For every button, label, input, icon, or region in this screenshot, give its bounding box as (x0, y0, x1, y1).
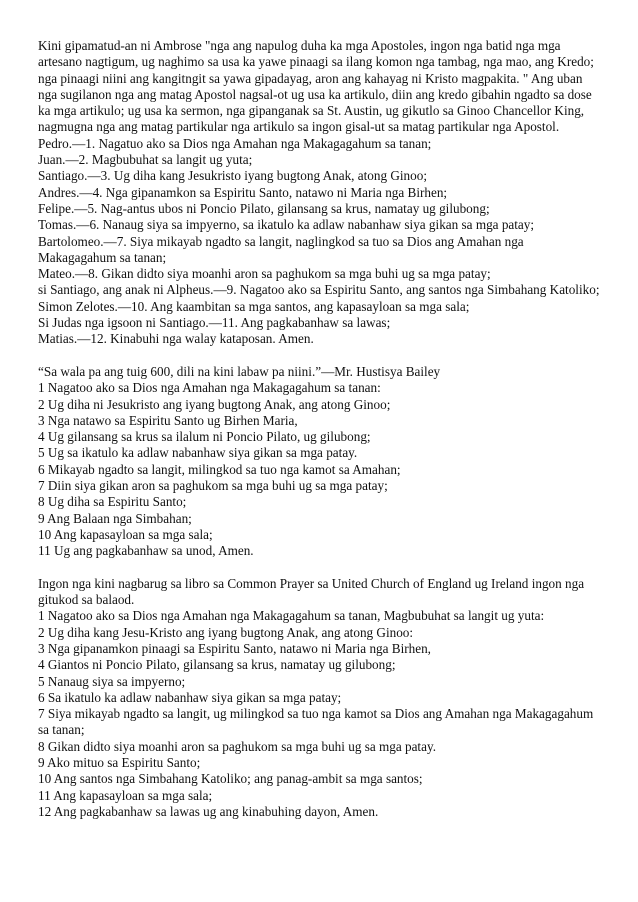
creed-article: 5 Nanaug siya sa impyerno; (38, 673, 186, 689)
apostle-line-judas: Si Judas nga igsoon ni Santiago.—11. Ang pagkabanhaw sa lawas; (38, 315, 391, 331)
apostle-line-santiago-alpheus: si Santiago, ang anak ni Alpheus.—9. Nagatoo ako sa Espiritu Santo, ang santos nga Simbahang Katoliko; (38, 282, 600, 298)
apostle-line-pedro: Pedro.—1. Nagatuo ako sa Dios nga Amahan nga Makagagahum sa tanan; (38, 135, 432, 151)
creed-article: 8 Ug diha sa Espiritu Santo; (38, 494, 187, 510)
apostle-line-bartolomeo: Bartolomeo.—7. Siya mikayab ngadto sa langit, naglingkod sa tuo sa Dios ang Amahan nga Makagagahum sa tanan; (38, 233, 524, 265)
common-prayer-section (38, 576, 604, 820)
creed-article: 9 Ako mituo sa Espiritu Santo; (38, 755, 201, 771)
document-page (38, 38, 604, 820)
apostle-line-simon: Simon Zelotes.—10. Ang kaambitan sa mga santos, ang kapasayloan sa mga sala; (38, 298, 470, 314)
creed-article: 11 Ang kapasayloan sa mga sala; (38, 787, 213, 803)
intro-paragraph: Kini gipamatud-an ni Ambrose "nga ang napulog duha ka mga Apostoles, ingon nga batid nga mga artesano nagtigum, ug naghimo sa usa ka yawe pinaagi sa ilang komon nga tambag, nga mao, ang Kredo; nga pinaagi niini ang kangitngit sa yawa gipadayag, aron ang kahayag ni Kristo magpakita. " Ang uban nga sugilanon nga ang matag Apostol nagsal-ot ug usa ka artikulo, diin ang kredo gibahin ngadto sa dose ka mga artikulo; ug usa ka sermon, nga gipanganak sa St. Austin, ug gikutlo sa Ginoo Chancellor King, nagmugna nga ang matag partikular nga artikulo sa ingon gisal-ut sa matag partikular nga Apostol. (38, 38, 594, 135)
creed-article: 4 Giantos ni Poncio Pilato, gilansang sa krus, namatay ug gilubong; (38, 657, 396, 673)
creed-article: 3 Nga natawo sa Espiritu Santo ug Birhen Maria, (38, 412, 298, 428)
creed-article: 10 Ang kapasayloan sa mga sala; (38, 526, 213, 542)
apostle-line-tomas: Tomas.—6. Nanaug siya sa impyerno, sa ikatulo ka adlaw nabanhaw siya gikan sa mga patay; (38, 217, 535, 233)
apostle-line-mateo: Mateo.—8. Gikan didto siya moanhi aron sa paghukom sa mga buhi ug sa mga patay; (38, 266, 491, 282)
apostle-line-santiago: Santiago.—3. Ug diha kang Jesukristo iyang bugtong Anak, atong Ginoo; (38, 168, 427, 184)
creed-article: 6 Mikayab ngadto sa langit, milingkod sa tuo nga kamot sa Amahan; (38, 461, 401, 477)
apostle-line-juan: Juan.—2. Magbubuhat sa langit ug yuta; (38, 152, 253, 168)
creed-article: 7 Siya mikayab ngadto sa langit, ug milingkod sa tuo nga kamot sa Dios ang Amahan nga Makagagahum sa tanan; (38, 706, 594, 738)
creed-article: 4 Ug gilansang sa krus sa ilalum ni Poncio Pilato, ug gilubong; (38, 429, 371, 445)
bailey-quote: “Sa wala pa ang tuig 600, dili na kini labaw pa niini.”—Mr. Hustisya Bailey (38, 363, 441, 379)
creed-article: 9 Ang Balaan nga Simbahan; (38, 510, 192, 526)
creed-article: 2 Ug diha ni Jesukristo ang iyang bugtong Anak, ang atong Ginoo; (38, 396, 391, 412)
creed-article: 3 Nga gipanamkon pinaagi sa Espiritu Santo, natawo ni Maria nga Birhen, (38, 640, 431, 656)
apostle-line-andres: Andres.—4. Nga gipanamkon sa Espiritu Santo, natawo ni Maria nga Birhen; (38, 184, 448, 200)
creed-article: 1 Nagatoo ako sa Dios nga Amahan nga Makagagahum sa tanan, Magbubuhat sa langit ug yuta: (38, 608, 545, 624)
creed-article: 10 Ang santos nga Simbahang Katoliko; ang panag-ambit sa mga santos; (38, 771, 423, 787)
creed-article: 5 Ug sa ikatulo ka adlaw nabanhaw siya gikan sa mga patay. (38, 445, 358, 461)
creed-article: 12 Ang pagkabanhaw sa lawas ug ang kinabuhing dayon, Amen. (38, 803, 379, 819)
creed-article: 11 Ug ang pagkabanhaw sa unod, Amen. (38, 543, 254, 559)
bailey-section (38, 364, 604, 560)
apostle-line-felipe: Felipe.—5. Nag-antus ubos ni Poncio Pilato, gilansang sa krus, namatay ug gilubong; (38, 200, 490, 216)
creed-article: 7 Diin siya gikan aron sa paghukom sa mga buhi ug sa mga patay; (38, 478, 388, 494)
intro-section (38, 38, 604, 348)
apostle-line-matias: Matias.—12. Kinabuhi nga walay kataposan. Amen. (38, 331, 314, 347)
creed-article: 8 Gikan didto siya moanhi aron sa paghukom sa mga buhi ug sa mga patay. (38, 738, 436, 754)
creed-article: 1 Nagatoo ako sa Dios nga Amahan nga Makagagahum sa tanan: (38, 380, 381, 396)
creed-article: 6 Sa ikatulo ka adlaw nabanhaw siya gikan sa mga patay; (38, 689, 342, 705)
common-prayer-intro: Ingon nga kini nagbarug sa libro sa Common Prayer sa United Church of England ug Ireland ingon nga gitukod sa balaod. (38, 575, 585, 608)
creed-article: 2 Ug diha kang Jesu-Kristo ang iyang bugtong Anak, ang atong Ginoo: (38, 624, 414, 640)
